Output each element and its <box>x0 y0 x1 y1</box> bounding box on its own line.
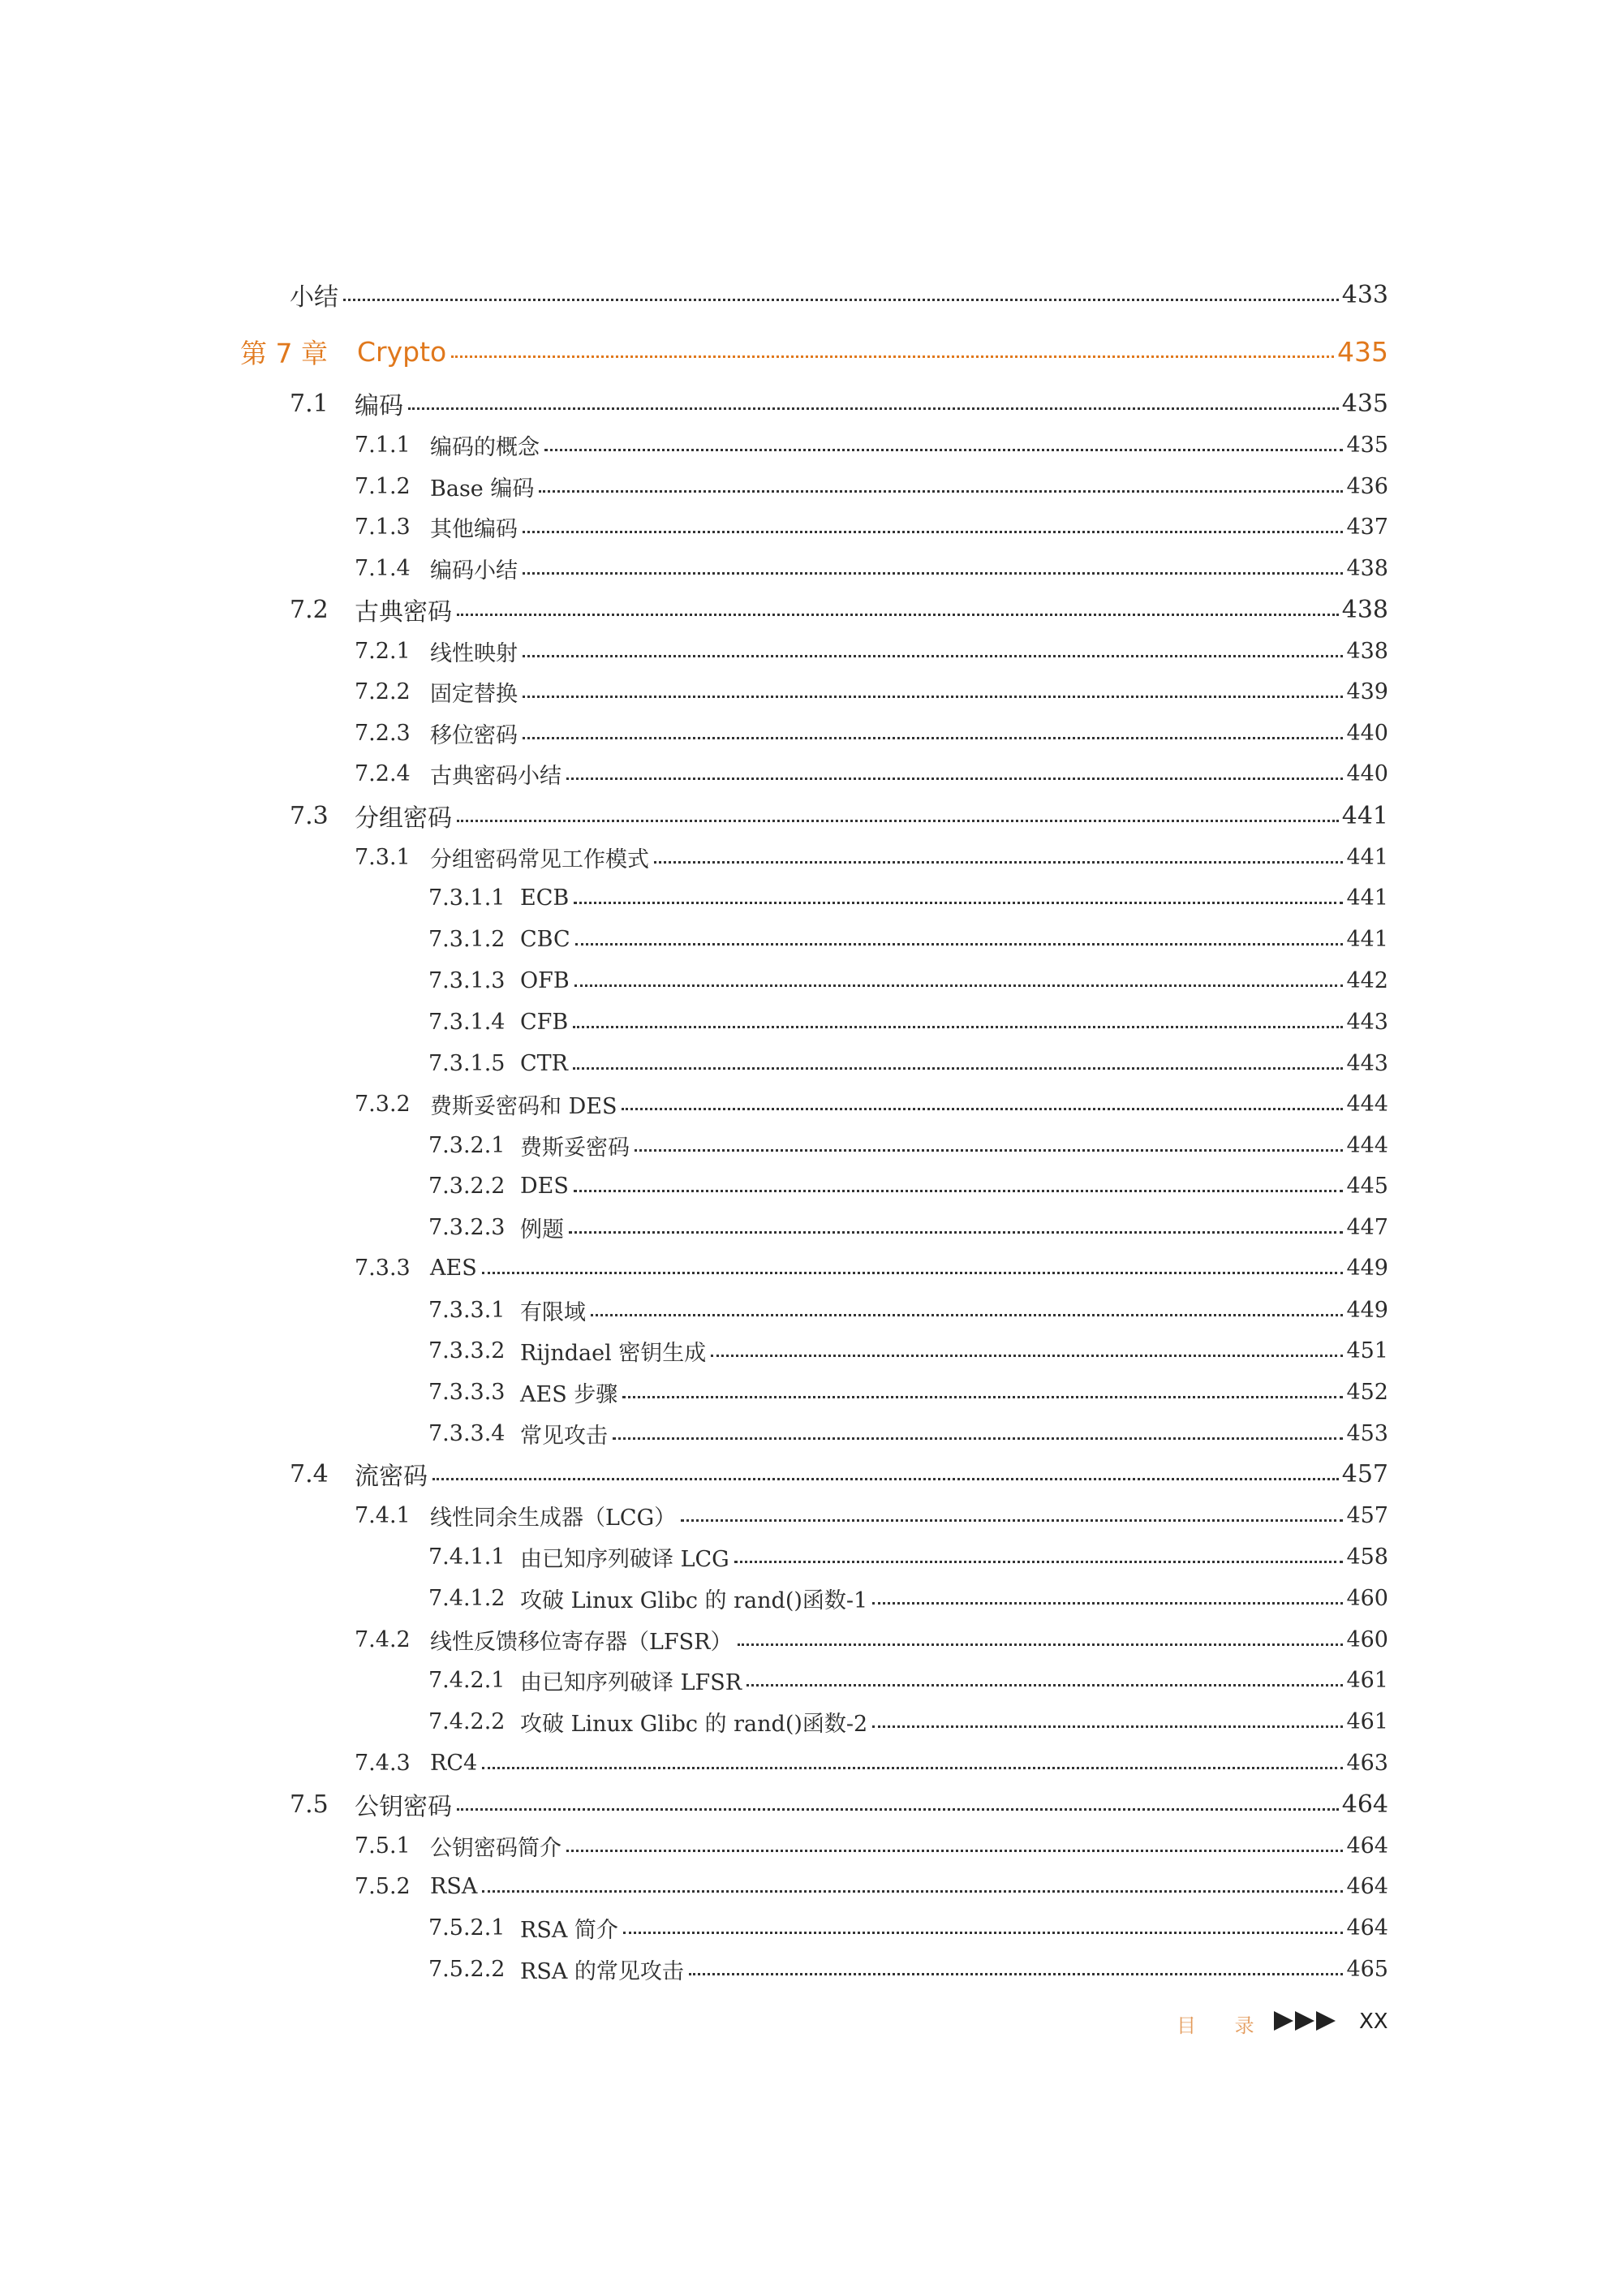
toc-entry[interactable] <box>0 274 1622 315</box>
toc-entry-title: 古典密码小结 <box>430 763 561 789</box>
toc-entry-number: 7.2.2 <box>355 678 411 704</box>
toc-entry-page: 460 <box>1346 1585 1388 1611</box>
toc-entry-page: 435 <box>1346 432 1388 458</box>
toc-entry[interactable] <box>0 424 1622 465</box>
toc-entry[interactable] <box>0 1784 1622 1824</box>
toc-entry[interactable] <box>0 1660 1622 1700</box>
toc-entry[interactable] <box>0 753 1622 794</box>
toc-entry[interactable] <box>0 631 1622 671</box>
dot-leader <box>622 1396 1343 1398</box>
toc-entry-page: 444 <box>1346 1091 1388 1117</box>
toc-entry-title: 由已知序列破译 LCG <box>520 1546 729 1572</box>
toc-entry-number: 7.1.3 <box>355 514 411 540</box>
toc-entry-page: 443 <box>1346 1009 1388 1035</box>
dot-leader <box>569 1231 1343 1234</box>
toc-entry-number: 7.1.4 <box>355 555 411 581</box>
toc-entry-number: 7.4.2 <box>355 1626 411 1652</box>
toc-entry-number: 7.4 <box>290 1459 329 1488</box>
toc-entry[interactable] <box>0 1825 1622 1866</box>
toc-entry-title: CTR <box>520 1050 568 1076</box>
toc-entry-title: 流密码 <box>355 1462 428 1491</box>
toc-entry-number: 7.3.3.4 <box>428 1420 506 1446</box>
toc-entry-title: Crypto <box>357 335 447 368</box>
toc-entry-page: 449 <box>1346 1255 1388 1281</box>
toc-entry-title: 分组密码 <box>355 804 452 833</box>
toc-entry[interactable] <box>0 589 1622 630</box>
toc-entry-title: 其他编码 <box>430 516 518 542</box>
dot-leader <box>623 1932 1344 1934</box>
dot-leader <box>613 1437 1343 1440</box>
toc-entry-number: 7.3.1.2 <box>428 926 506 952</box>
toc-entry[interactable] <box>0 1125 1622 1165</box>
toc-entry-page: 441 <box>1346 885 1388 911</box>
toc-entry-page: 441 <box>1346 926 1388 952</box>
toc-entry-number: 7.3.2 <box>355 1091 411 1117</box>
dot-leader <box>872 1725 1343 1728</box>
toc-entry[interactable] <box>0 1949 1622 1989</box>
toc-entry-page: 442 <box>1346 967 1388 993</box>
toc-entry-page: 438 <box>1346 555 1388 581</box>
toc-entry-title: 分组密码常见工作模式 <box>430 846 649 872</box>
toc-entry-page: 433 <box>1341 280 1388 309</box>
toc-entry-number: 7.1 <box>290 389 329 418</box>
toc-entry-number: 7.5.2.2 <box>428 1956 506 1982</box>
toc-entry-number: 第 7 章 <box>240 337 328 369</box>
toc-entry-title: RC4 <box>430 1750 478 1776</box>
toc-entry-number: 7.5.1 <box>355 1833 411 1859</box>
dot-leader <box>566 1850 1343 1852</box>
toc-entry-page: 453 <box>1346 1420 1388 1446</box>
toc-entry[interactable] <box>0 1742 1622 1783</box>
toc-entry-title: 常见攻击 <box>520 1423 608 1449</box>
toc-entry-page: 438 <box>1341 595 1388 624</box>
toc-entry-title: Rijndael 密钥生成 <box>520 1340 707 1366</box>
toc-entry-number: 7.2.4 <box>355 760 411 786</box>
toc-entry-number: 7.3.1.1 <box>428 885 506 911</box>
toc-entry-number: 7.3 <box>290 801 329 830</box>
toc-entry-number: 7.3.2.2 <box>428 1173 506 1199</box>
dot-leader <box>738 1643 1344 1646</box>
toc-entry[interactable] <box>0 1330 1622 1371</box>
toc-entry[interactable] <box>0 1165 1622 1206</box>
toc-entry[interactable] <box>0 1083 1622 1124</box>
toc-entry-title: 由已知序列破译 LFSR <box>520 1669 742 1695</box>
toc-entry-page: 441 <box>1346 844 1388 870</box>
dot-leader <box>482 1767 1343 1769</box>
toc-entry[interactable] <box>0 506 1622 547</box>
dot-leader <box>574 902 1343 904</box>
toc-entry[interactable] <box>0 1454 1622 1494</box>
dot-leader <box>622 1108 1343 1110</box>
dot-leader <box>573 1067 1343 1070</box>
toc-entry-number: 7.3.1.4 <box>428 1009 506 1035</box>
toc-entry-page: 465 <box>1346 1956 1388 1982</box>
toc-entry-title: AES <box>430 1255 477 1281</box>
toc-entry-title: RSA 简介 <box>520 1917 618 1943</box>
toc-entry-page: 447 <box>1346 1214 1388 1240</box>
toc-entry[interactable] <box>0 1907 1622 1948</box>
toc-entry[interactable] <box>0 548 1622 588</box>
dot-leader <box>539 490 1343 493</box>
toc-entry[interactable] <box>0 1372 1622 1412</box>
toc-entry-page: 452 <box>1346 1379 1388 1405</box>
toc-entry[interactable] <box>0 1866 1622 1906</box>
toc-entry-page: 461 <box>1346 1667 1388 1693</box>
dot-leader <box>451 355 1334 358</box>
toc-entry-number: 7.1.2 <box>355 473 411 499</box>
toc-entry-title: 编码的概念 <box>430 434 540 460</box>
toc-entry[interactable] <box>0 1290 1622 1330</box>
toc-entry-page: 457 <box>1341 1459 1388 1488</box>
toc-entry-number: 7.4.1.1 <box>428 1544 506 1570</box>
toc-entry-title: RSA <box>430 1873 478 1899</box>
toc-entry-page: 440 <box>1346 760 1388 786</box>
toc-entry[interactable] <box>0 1495 1622 1536</box>
footer-section-label: 目 录 <box>1177 2014 1271 2037</box>
dot-leader <box>408 407 1339 410</box>
toc-entry[interactable] <box>0 1701 1622 1742</box>
dot-leader <box>711 1355 1343 1357</box>
toc-entry-page: 464 <box>1341 1790 1388 1819</box>
toc-chapter-entry[interactable] <box>0 331 1622 372</box>
toc-entry-number: 7.4.3 <box>355 1750 411 1776</box>
dot-leader <box>575 943 1344 946</box>
toc-entry-number: 7.3.2.1 <box>428 1132 506 1158</box>
toc-entry-title: 攻破 Linux Glibc 的 rand()函数-1 <box>520 1587 868 1613</box>
toc-entry-title: 古典密码 <box>355 598 452 627</box>
toc-entry-page: 441 <box>1341 801 1388 830</box>
toc-entry-page: 461 <box>1346 1708 1388 1734</box>
toc-entry-page: 464 <box>1346 1873 1388 1899</box>
dot-leader <box>457 614 1339 616</box>
toc-entry-page: 445 <box>1346 1173 1388 1199</box>
toc-entry-number: 7.4.2.1 <box>428 1667 506 1693</box>
toc-entry-title: 小结 <box>290 283 338 312</box>
toc-entry[interactable] <box>0 1002 1622 1042</box>
toc-entry-page: 438 <box>1346 638 1388 664</box>
dot-leader <box>523 655 1343 657</box>
toc-entry-title: 攻破 Linux Glibc 的 rand()函数-2 <box>520 1711 868 1737</box>
toc-entry[interactable] <box>0 1413 1622 1454</box>
toc-entry-title: CBC <box>520 926 570 952</box>
toc-entry-number: 7.4.2.2 <box>428 1708 506 1734</box>
toc-entry-page: 435 <box>1341 389 1388 418</box>
toc-entry-title: 公钥密码 <box>355 1793 452 1821</box>
toc-entry-title: OFB <box>520 967 570 993</box>
dot-leader <box>566 778 1343 780</box>
toc-entry-page: 437 <box>1346 514 1388 540</box>
toc-entry-page: 435 <box>1337 335 1388 368</box>
toc-entry-title: AES 步骤 <box>520 1381 618 1407</box>
dot-leader <box>872 1602 1343 1605</box>
toc-entry-page: 464 <box>1346 1915 1388 1941</box>
triple-chevron-right-icon <box>1274 2011 1337 2031</box>
dot-leader <box>591 1314 1343 1316</box>
toc-entry-number: 7.3.2.3 <box>428 1214 506 1240</box>
toc-entry[interactable] <box>0 671 1622 712</box>
toc-entry-page: 460 <box>1346 1626 1388 1652</box>
toc-entry-title: CFB <box>520 1009 569 1035</box>
dot-leader <box>482 1272 1344 1274</box>
toc-entry[interactable] <box>0 837 1622 877</box>
toc-entry-number: 7.1.1 <box>355 432 411 458</box>
toc-entry-number: 7.3.1 <box>355 844 411 870</box>
toc-entry-number: 7.4.1 <box>355 1502 411 1528</box>
toc-entry-title: 编码小结 <box>430 558 518 584</box>
toc-entry-page: 440 <box>1346 720 1388 746</box>
toc-entry-page: 439 <box>1346 678 1388 704</box>
dot-leader <box>523 696 1343 698</box>
toc-entry[interactable] <box>0 919 1622 959</box>
toc-entry-number: 7.3.3.3 <box>428 1379 506 1405</box>
toc-entry-number: 7.2 <box>290 595 329 624</box>
dot-leader <box>432 1478 1339 1480</box>
dot-leader <box>457 820 1339 822</box>
toc-entry-title: 有限域 <box>520 1299 586 1325</box>
toc-entry[interactable] <box>0 1536 1622 1577</box>
dot-leader <box>573 1026 1343 1028</box>
toc-entry[interactable] <box>0 466 1622 506</box>
toc-entry[interactable] <box>0 1207 1622 1247</box>
toc-entry-number: 7.3.1.3 <box>428 967 506 993</box>
footer-page-number: XX <box>1359 2010 1388 2034</box>
dot-leader <box>635 1149 1343 1152</box>
toc-entry-number: 7.2.1 <box>355 638 411 664</box>
toc-entry-title: DES <box>520 1173 569 1199</box>
dot-leader <box>544 449 1343 451</box>
toc-entry-page: 451 <box>1346 1338 1388 1363</box>
dot-leader <box>574 1190 1344 1192</box>
toc-entry-title: 例题 <box>520 1217 564 1243</box>
toc-entry-number: 7.3.3.1 <box>428 1297 506 1323</box>
toc-entry[interactable] <box>0 1247 1622 1288</box>
dot-leader <box>482 1890 1343 1893</box>
toc-entry-number: 7.4.1.2 <box>428 1585 506 1611</box>
toc-entry-number: 7.5.2.1 <box>428 1915 506 1941</box>
toc-entry-number: 7.5 <box>290 1790 329 1819</box>
toc-entry[interactable] <box>0 960 1622 1001</box>
toc-entry-title: 费斯妥密码 <box>520 1135 630 1161</box>
toc-entry-title: 固定替换 <box>430 681 518 707</box>
toc-entry-page: 457 <box>1346 1502 1388 1528</box>
toc-entry-number: 7.3.3.2 <box>428 1338 506 1363</box>
toc-entry[interactable] <box>0 383 1622 424</box>
toc-entry-title: ECB <box>520 885 570 911</box>
toc-entry-page: 463 <box>1346 1750 1388 1776</box>
toc-entry-page: 444 <box>1346 1132 1388 1158</box>
toc-entry-title: 线性同余生成器（LCG） <box>430 1505 677 1531</box>
dot-leader <box>523 572 1343 575</box>
dot-leader <box>574 984 1344 987</box>
toc-entry-number: 7.2.3 <box>355 720 411 746</box>
toc-entry-title: 费斯妥密码和 DES <box>430 1093 617 1119</box>
dot-leader <box>457 1808 1339 1811</box>
dot-leader <box>654 861 1343 864</box>
toc-entry-title: 线性映射 <box>430 640 518 666</box>
dot-leader <box>746 1684 1343 1686</box>
dot-leader <box>523 737 1343 739</box>
page-footer <box>0 2010 1622 2045</box>
toc-entry-number: 7.3.3 <box>355 1255 411 1281</box>
toc-entry[interactable] <box>0 1619 1622 1660</box>
dot-leader <box>734 1561 1344 1563</box>
toc-entry[interactable] <box>0 877 1622 918</box>
toc-entry-number: 7.5.2 <box>355 1873 411 1899</box>
toc-entry[interactable] <box>0 713 1622 753</box>
dot-leader <box>689 1973 1344 1975</box>
toc-entry[interactable] <box>0 1043 1622 1083</box>
toc-entry-page: 458 <box>1346 1544 1388 1570</box>
toc-entry-title: 编码 <box>355 392 403 420</box>
toc-entry-title: 公钥密码简介 <box>430 1835 561 1861</box>
toc-entry-title: RSA 的常见攻击 <box>520 1958 684 1984</box>
toc-entry-page: 449 <box>1346 1297 1388 1323</box>
toc-entry-title: 移位密码 <box>430 722 518 748</box>
toc-entry-page: 443 <box>1346 1050 1388 1076</box>
dot-leader <box>343 299 1339 301</box>
toc-entry[interactable] <box>0 1578 1622 1618</box>
toc-entry-page: 436 <box>1346 473 1388 499</box>
toc-entry-title: 线性反馈移位寄存器（LFSR） <box>430 1629 733 1655</box>
dot-leader <box>681 1519 1343 1522</box>
toc-entry-title: Base 编码 <box>430 476 535 502</box>
toc-entry[interactable] <box>0 795 1622 836</box>
dot-leader <box>523 531 1343 533</box>
toc-entry-page: 464 <box>1346 1833 1388 1859</box>
toc-entry-number: 7.3.1.5 <box>428 1050 506 1076</box>
